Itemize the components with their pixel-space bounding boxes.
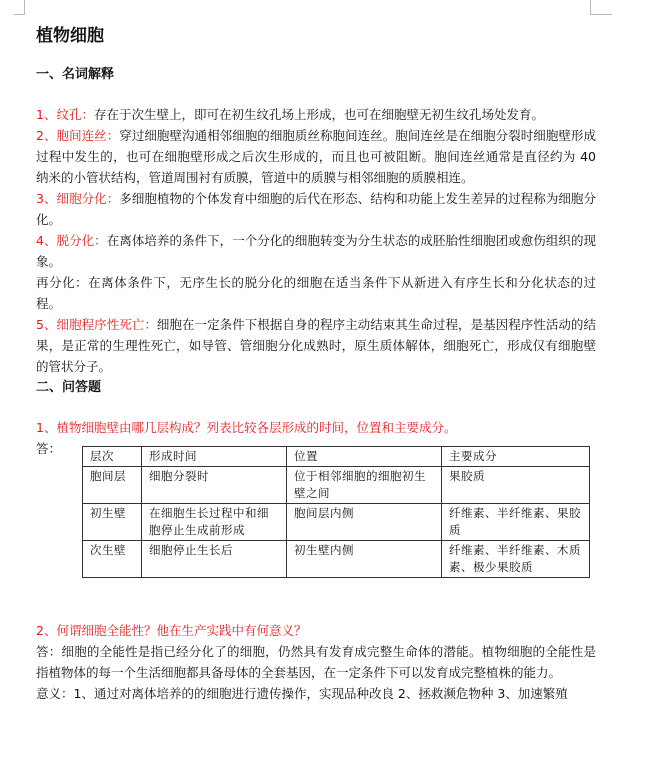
- answer-text: 答：细胞的全能性是指已经分化了的细胞，仍然具有发育成完整生命体的潜能。植物细胞的全能性是指植物体的每一个生活细胞都具备母体的全套基因，在一定条件下可以发育成完整植株的能力。: [36, 644, 596, 680]
- document-page: [36, 24, 596, 704]
- section-heading: 一、名词解释: [36, 67, 115, 82]
- question: 2、何谓细胞全能性？他在生产实践中有何意义？: [36, 623, 307, 638]
- table-header: 形成时间: [142, 447, 287, 467]
- cell-wall-table: [82, 446, 590, 578]
- table-header: 位置: [287, 447, 442, 467]
- term-entry: [36, 104, 596, 125]
- table-cell: 胞间层内侧: [287, 504, 442, 541]
- answer-text: 意义：1、通过对离体培养的的细胞进行遗传操作，实现品种改良 2、拯救濒危物种 3、加速繁殖: [36, 686, 568, 701]
- term-label: 1、纹孔：: [36, 107, 94, 122]
- answer-label: 答：: [36, 441, 62, 456]
- table-cell: 次生壁: [83, 541, 142, 578]
- term-label: 4、脱分化：: [36, 233, 107, 248]
- term-definition: 再分化：在离体条件下，无序生长的脱分化的细胞在适当条件下从新进入有序生长和分化状态的过程。: [36, 275, 596, 311]
- table-cell: 位于相邻细胞的细胞初生壁之间: [287, 467, 442, 504]
- table-cell: 初生壁内侧: [287, 541, 442, 578]
- question: 1、植物细胞壁由哪几层构成？列表比较各层形成的时间，位置和主要成分。: [36, 420, 457, 435]
- table-cell: 细胞停止生长后: [142, 541, 287, 578]
- term-label: 5、细胞程序性死亡：: [36, 317, 157, 332]
- term-definition: 穿过细胞壁沟通相邻细胞的细胞质丝称胞间连丝。胞间连丝是在细胞分裂时细胞壁形成过程中发生的，也可在细胞壁形成之后次生形成的，而且也可被阻断。胞间连丝通常是直径约为 40 纳米的小管状结构，管道周围衬有质膜，管道中的质膜与相邻细胞的质膜相连。: [36, 128, 596, 185]
- term-entry: [36, 230, 596, 272]
- table-cell: 初生壁: [83, 504, 142, 541]
- term-entry: [36, 188, 596, 230]
- term-definition: 存在于次生壁上，即可在初生纹孔场上形成，也可在细胞壁无初生纹孔场处发育。: [93, 107, 544, 122]
- table-cell: 在细胞生长过程中和细胞停止生成前形成: [142, 504, 287, 541]
- term-entry: [36, 125, 596, 188]
- page-title: 植物细胞: [36, 26, 104, 46]
- section-heading: 二、问答题: [36, 380, 102, 395]
- term-definition: 在离体培养的条件下，一个分化的细胞转变为分生状态的成胚胎性细胞团或愈伤组织的现象。: [36, 233, 596, 269]
- table-header-row: [83, 447, 590, 467]
- table-header: 主要成分: [442, 447, 590, 467]
- crop-mark: [590, 0, 591, 14]
- table-row: [83, 541, 590, 578]
- table-cell: 果胶质: [442, 467, 590, 504]
- table-row: [83, 504, 590, 541]
- table-cell: 纤维素、半纤维素、果胶质: [442, 504, 590, 541]
- term-definition: 多细胞植物的个体发育中细胞的后代在形态、结构和功能上发生差异的过程称为细胞分化。: [36, 191, 596, 227]
- term-entry: [36, 272, 596, 314]
- table-cell: 细胞分裂时: [142, 467, 287, 504]
- table-cell: 胞间层: [83, 467, 142, 504]
- crop-mark: [14, 14, 25, 15]
- table-row: [83, 467, 590, 504]
- term-entry: [36, 314, 596, 377]
- term-label: 3、细胞分化：: [36, 191, 120, 206]
- term-label: 2、胞间连丝：: [36, 128, 120, 143]
- crop-mark: [24, 0, 25, 14]
- crop-mark: [590, 14, 612, 15]
- table-cell: 纤维素、半纤维素、木质素、极少果胶质: [442, 541, 590, 578]
- table-header: 层次: [83, 447, 142, 467]
- term-definition: 细胞在一定条件下根据自身的程序主动结束其生命过程，是基因程序性活动的结果，是正常的生理性死亡，如导管、管细胞分化成熟时，原生质体解体，细胞死亡，形成仅有细胞壁的管状分子。: [36, 317, 596, 374]
